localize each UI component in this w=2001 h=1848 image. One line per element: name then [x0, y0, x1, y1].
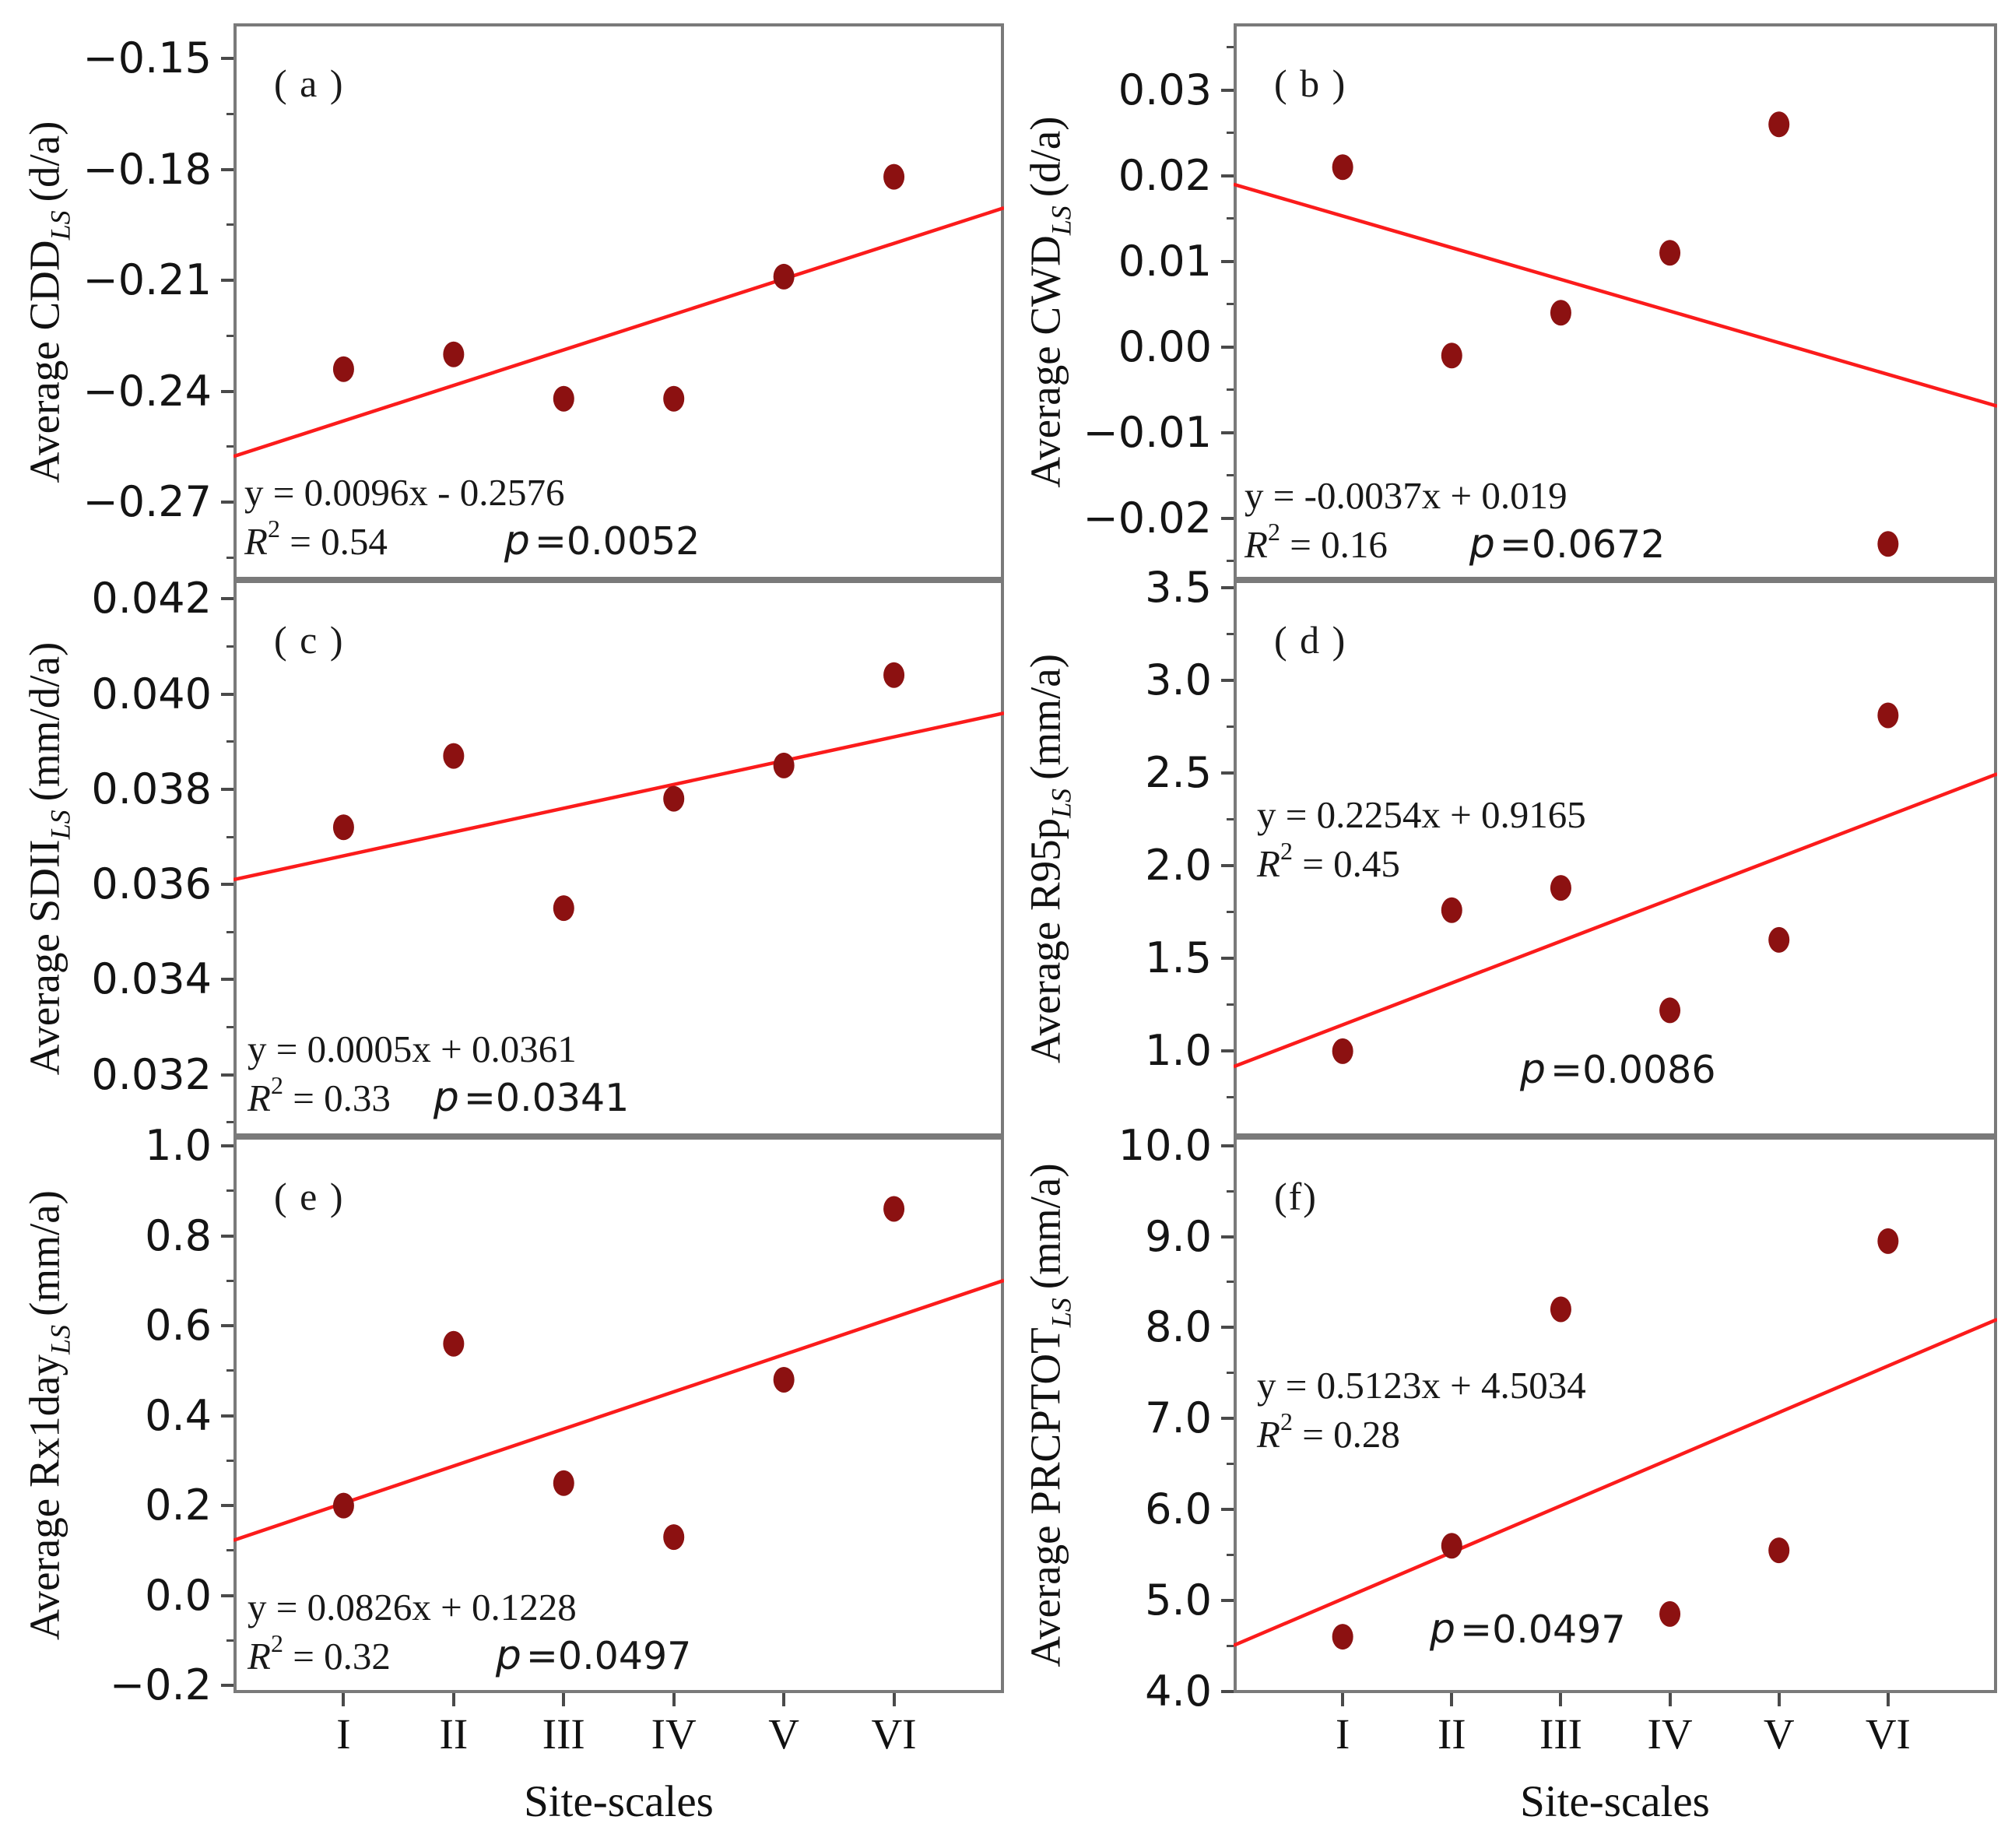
y-tick-label: 0.00	[1118, 321, 1212, 371]
y-minor-tick	[1227, 1645, 1234, 1647]
y-tick	[221, 1324, 233, 1327]
y-tick-label: 3.5	[1145, 562, 1212, 612]
x-tick	[452, 1693, 455, 1706]
data-point	[1768, 927, 1789, 953]
y-axis-title-main: Average R95p	[1021, 817, 1069, 1063]
y-tick-label: 7.0	[1145, 1393, 1212, 1443]
y-tick-label: 0.01	[1118, 236, 1212, 286]
y-tick-label: 0.2	[145, 1481, 212, 1530]
fit-p: p =0.0086	[1520, 1046, 1716, 1093]
x-tick-label: V	[1763, 1710, 1795, 1758]
y-axis-title-unit: (mm/d/a)	[20, 641, 68, 810]
x-tick	[782, 1693, 785, 1706]
panel-frame	[235, 25, 1002, 578]
y-tick	[221, 978, 233, 981]
y-tick	[221, 597, 233, 600]
y-tick	[1221, 864, 1234, 867]
fit-p: p =0.0341	[433, 1074, 630, 1121]
y-tick	[1221, 1508, 1234, 1511]
data-point	[663, 386, 684, 412]
panel-( d )	[1234, 580, 1997, 1137]
data-point	[1768, 111, 1789, 137]
y-minor-tick	[1227, 1463, 1234, 1465]
y-axis-title-main: Average PRCPTOT	[1021, 1326, 1069, 1667]
y-minor-tick	[226, 1189, 233, 1192]
y-axis-title-unit: (mm/a)	[1021, 653, 1069, 789]
y-tick-label: 0.02	[1118, 150, 1212, 200]
y-minor-tick	[226, 113, 233, 115]
y-axis-title-unit: (d/a)	[20, 121, 68, 210]
y-axis-title-main: Average Rx1day	[20, 1354, 68, 1640]
y-tick-label: 0.032	[91, 1049, 212, 1099]
y-axis-title-unit: (mm/a)	[1021, 1162, 1069, 1298]
y-tick-label: 0.03	[1118, 65, 1212, 114]
y-axis-title	[20, 1190, 77, 1640]
y-tick-label: −0.02	[1083, 493, 1212, 543]
x-tick	[342, 1693, 345, 1706]
fit-equation: y = 0.0005x + 0.0361	[247, 1028, 577, 1070]
y-minor-tick	[1227, 303, 1234, 305]
fit-equation: y = 0.0826x + 0.1228	[247, 1586, 577, 1628]
y-tick-label: 1.5	[1145, 933, 1212, 983]
data-point	[1550, 1296, 1571, 1322]
y-tick-label: −0.24	[82, 366, 212, 416]
x-tick-label: IV	[651, 1710, 697, 1758]
y-tick-label: −0.21	[82, 255, 212, 305]
y-tick-label: 0.042	[91, 574, 212, 624]
y-tick-label: 0.4	[145, 1390, 212, 1440]
y-minor-tick	[226, 931, 233, 933]
data-point	[553, 386, 574, 412]
y-tick	[1221, 586, 1234, 589]
y-tick	[221, 390, 233, 393]
y-tick-label: 0.036	[91, 859, 212, 909]
data-point	[663, 786, 684, 812]
y-minor-tick	[1227, 46, 1234, 48]
y-minor-tick	[1227, 217, 1234, 220]
data-point	[553, 1470, 574, 1496]
y-axis-title	[20, 641, 77, 1075]
data-point	[1332, 1624, 1353, 1649]
fit-equation: y = -0.0037x + 0.019	[1244, 474, 1567, 517]
x-tick-label: I	[336, 1710, 351, 1758]
data-point	[1877, 531, 1898, 557]
y-tick	[1221, 771, 1234, 775]
fit-r2: $R^2 = 0.32$	[247, 1629, 391, 1678]
data-point	[1441, 343, 1462, 368]
x-tick	[1559, 1693, 1562, 1706]
y-minor-tick	[226, 1280, 233, 1282]
y-tick-label: 8.0	[1145, 1302, 1212, 1352]
y-axis-title-main: Average SDII	[20, 838, 68, 1075]
y-tick	[1221, 174, 1234, 177]
panel-( e )	[233, 1137, 1004, 1693]
panel-letter-label: ( b )	[1274, 61, 1347, 105]
y-tick	[1221, 517, 1234, 520]
data-point	[1550, 300, 1571, 325]
data-point	[1332, 154, 1353, 180]
panel-( b )	[1234, 23, 1997, 580]
x-tick	[1778, 1693, 1781, 1706]
data-point	[1659, 997, 1680, 1023]
y-axis-title	[1021, 116, 1078, 487]
y-axis-title-unit: (mm/a)	[20, 1189, 68, 1325]
y-axis-title-sub: LS	[44, 1324, 76, 1354]
data-point	[333, 357, 354, 382]
y-tick-label: 0.0	[145, 1570, 212, 1620]
y-tick-label: 0.8	[145, 1210, 212, 1260]
fit-equation: y = 0.0096x - 0.2576	[244, 471, 565, 514]
y-tick	[1221, 431, 1234, 434]
y-tick-label: −0.15	[82, 33, 212, 83]
y-tick	[1221, 346, 1234, 349]
y-minor-tick	[1227, 474, 1234, 476]
x-tick-label: V	[768, 1710, 799, 1758]
y-minor-tick	[1227, 818, 1234, 820]
x-tick-label: III	[1539, 1710, 1582, 1758]
y-tick-label: 1.0	[145, 1121, 212, 1171]
y-tick	[221, 1144, 233, 1147]
data-point	[774, 753, 795, 778]
y-tick	[221, 1235, 233, 1238]
y-tick	[221, 1684, 233, 1687]
y-axis-title	[1021, 653, 1078, 1063]
y-tick-label: 4.0	[1145, 1666, 1212, 1716]
y-minor-tick	[1227, 1281, 1234, 1283]
y-tick	[1221, 260, 1234, 263]
y-minor-tick	[226, 1369, 233, 1372]
data-point	[1768, 1537, 1789, 1563]
y-axis-title-main: Average CWD	[1021, 234, 1069, 488]
x-tick	[1341, 1693, 1344, 1706]
y-tick-label: 6.0	[1145, 1484, 1212, 1534]
y-tick-label: 9.0	[1145, 1211, 1212, 1261]
fit-p: p =0.0497	[495, 1632, 692, 1679]
data-point	[333, 1493, 354, 1519]
x-tick	[893, 1693, 896, 1706]
panel-letter-label: ( c )	[274, 618, 345, 662]
data-point	[1332, 1038, 1353, 1064]
y-axis-title-unit: (d/a)	[1021, 115, 1069, 206]
y-tick	[1221, 679, 1234, 682]
x-tick-label: II	[1437, 1710, 1466, 1758]
fit-p: p =0.0672	[1469, 521, 1666, 567]
y-tick	[221, 788, 233, 791]
data-point	[443, 342, 464, 367]
y-minor-tick	[1227, 560, 1234, 562]
x-tick-label: VI	[871, 1710, 917, 1758]
panel-letter-label: ( a )	[274, 61, 345, 105]
x-tick-label: II	[439, 1710, 469, 1758]
data-point	[883, 662, 904, 688]
y-minor-tick	[226, 1026, 233, 1028]
y-tick	[221, 168, 233, 171]
data-point	[1877, 1228, 1898, 1254]
y-tick	[221, 1414, 233, 1418]
data-point	[774, 1367, 795, 1393]
fit-r2: $R^2 = 0.33$	[247, 1071, 391, 1119]
data-point	[1441, 1533, 1462, 1558]
y-tick-label: −0.01	[1083, 407, 1212, 457]
y-tick-label: 2.0	[1145, 841, 1212, 891]
panel-(f)	[1234, 1137, 1997, 1693]
y-axis-title-sub: LS	[44, 809, 76, 839]
x-tick-label: IV	[1647, 1710, 1693, 1758]
x-axis-title-left: Site-scales	[524, 1777, 714, 1826]
y-tick	[1221, 1690, 1234, 1693]
y-minor-tick	[226, 1639, 233, 1642]
y-tick	[221, 279, 233, 282]
y-minor-tick	[1227, 725, 1234, 728]
y-tick	[221, 1073, 233, 1077]
data-point	[1550, 875, 1571, 901]
y-axis-title	[1021, 1163, 1078, 1667]
data-point	[443, 743, 464, 769]
y-minor-tick	[1227, 911, 1234, 913]
y-axis-title-sub: LS	[1045, 1297, 1077, 1327]
fit-p: p =0.0497	[1430, 1606, 1626, 1653]
data-point	[774, 264, 795, 290]
y-minor-tick	[1227, 388, 1234, 391]
y-minor-tick	[226, 1460, 233, 1462]
fit-p: p =0.0052	[504, 518, 700, 564]
y-tick-label: −0.2	[109, 1660, 212, 1710]
y-tick	[1221, 89, 1234, 92]
y-minor-tick	[1227, 1554, 1234, 1556]
y-minor-tick	[226, 335, 233, 337]
x-tick-label: III	[542, 1710, 585, 1758]
y-tick	[221, 693, 233, 696]
y-minor-tick	[226, 645, 233, 648]
panel-( c )	[233, 580, 1004, 1137]
y-minor-tick	[1227, 1096, 1234, 1098]
y-minor-tick	[1227, 1003, 1234, 1006]
data-point	[443, 1331, 464, 1357]
y-tick-label: 0.040	[91, 669, 212, 718]
y-tick	[1221, 1235, 1234, 1238]
x-tick-label: VI	[1865, 1710, 1911, 1758]
y-axis-title-sub: LS	[1045, 205, 1077, 235]
data-point	[1659, 1601, 1680, 1627]
y-minor-tick	[226, 836, 233, 838]
x-axis-title-right: Site-scales	[1520, 1777, 1710, 1826]
y-tick	[1221, 1144, 1234, 1147]
y-minor-tick	[226, 1549, 233, 1551]
y-minor-tick	[1227, 1372, 1234, 1374]
x-tick-label: I	[1335, 1710, 1350, 1758]
y-tick-label: 0.6	[145, 1301, 212, 1351]
y-tick	[1221, 1417, 1234, 1420]
y-tick	[1221, 957, 1234, 960]
data-point	[883, 164, 904, 190]
y-tick-label: 2.5	[1145, 747, 1212, 797]
fit-r2: $R^2 = 0.16$	[1244, 518, 1388, 566]
y-minor-tick	[1227, 633, 1234, 635]
y-axis-title-sub: LS	[1045, 788, 1077, 818]
y-axis-title-main: Average CDD	[20, 239, 68, 483]
fit-r2: $R^2 = 0.45$	[1257, 837, 1400, 885]
x-tick	[1887, 1693, 1890, 1706]
data-point	[1659, 240, 1680, 265]
panel-letter-label: (f)	[1274, 1175, 1318, 1218]
x-tick	[1669, 1693, 1672, 1706]
panel-frame	[235, 581, 1002, 1135]
data-point	[333, 814, 354, 840]
y-tick	[221, 57, 233, 60]
data-point	[883, 1196, 904, 1221]
y-axis-title-sub: LS	[44, 209, 76, 240]
x-tick	[562, 1693, 565, 1706]
y-tick	[1221, 1326, 1234, 1329]
x-tick	[672, 1693, 676, 1706]
y-tick	[221, 1594, 233, 1597]
y-tick-label: −0.18	[82, 144, 212, 194]
y-tick	[1221, 1599, 1234, 1602]
panel-frame	[1235, 25, 1996, 578]
y-minor-tick	[1227, 132, 1234, 134]
y-tick-label: 10.0	[1118, 1120, 1212, 1170]
y-minor-tick	[1227, 1190, 1234, 1193]
fit-r2: $R^2 = 0.54$	[244, 515, 388, 563]
y-tick	[1221, 1049, 1234, 1052]
data-point	[1441, 898, 1462, 923]
y-axis-title	[20, 121, 77, 483]
data-point	[663, 1524, 684, 1550]
y-minor-tick	[226, 445, 233, 448]
fit-equation: y = 0.2254x + 0.9165	[1257, 793, 1586, 836]
y-tick	[221, 501, 233, 504]
y-tick-label: 5.0	[1145, 1575, 1212, 1625]
fit-r2: $R^2 = 0.28$	[1257, 1407, 1400, 1456]
y-tick-label: 0.038	[91, 764, 212, 813]
panel-frame	[235, 1138, 1002, 1692]
x-tick	[1450, 1693, 1453, 1706]
y-tick	[221, 883, 233, 886]
data-point	[1877, 702, 1898, 728]
panel-( a )	[233, 23, 1004, 580]
y-minor-tick	[226, 1121, 233, 1123]
y-minor-tick	[226, 740, 233, 743]
panel-letter-label: ( d )	[1274, 618, 1347, 662]
y-tick-label: 0.034	[91, 954, 212, 1004]
panel-frame	[1235, 1138, 1996, 1692]
y-tick-label: −0.27	[82, 477, 212, 527]
data-point	[553, 895, 574, 921]
y-minor-tick	[226, 557, 233, 559]
y-tick-label: 3.0	[1145, 655, 1212, 704]
fit-equation: y = 0.5123x + 4.5034	[1257, 1364, 1586, 1407]
panel-letter-label: ( e )	[274, 1175, 345, 1218]
y-minor-tick	[226, 223, 233, 226]
y-tick-label: 1.0	[1145, 1026, 1212, 1076]
y-tick	[221, 1504, 233, 1507]
